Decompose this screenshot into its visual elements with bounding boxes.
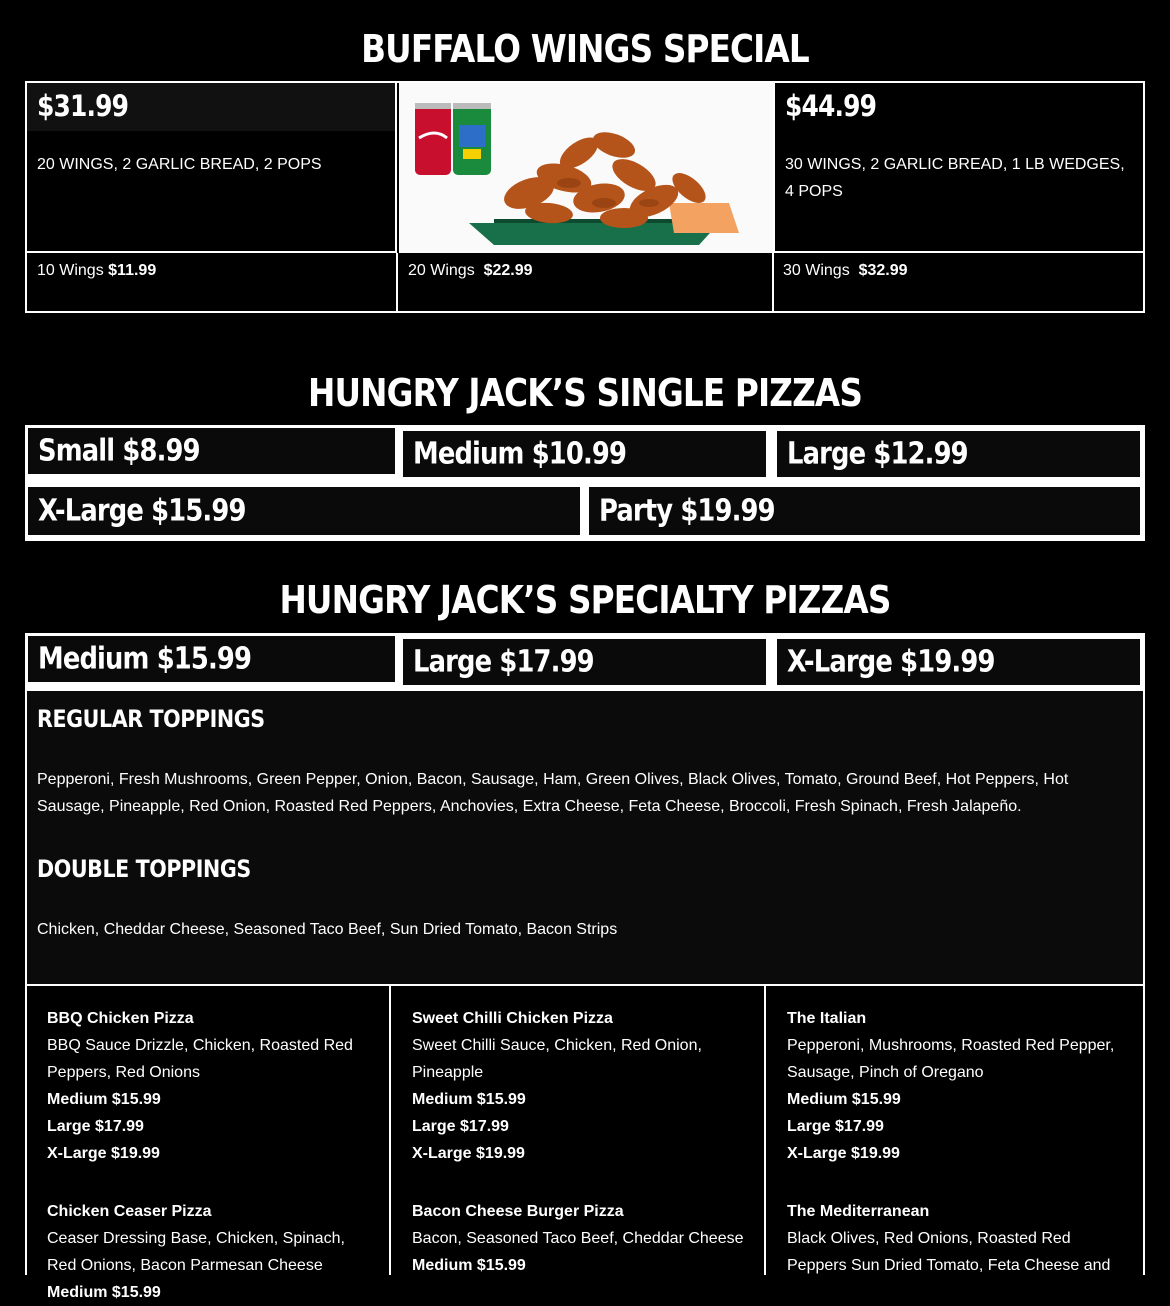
pizza-name: Bacon Cheese Burger Pizza bbox=[412, 1203, 624, 1220]
pizza-price: Medium $15.99 bbox=[412, 1091, 526, 1108]
column-divider bbox=[764, 985, 766, 1275]
wings-option-10 bbox=[37, 257, 156, 284]
specialty-sizes-grid bbox=[25, 633, 1145, 691]
pizza-price: Medium $15.99 bbox=[47, 1284, 161, 1301]
pizza-description: Ceaser Dressing Base, Chicken, Spinach, Red Onions, Bacon Parmesan Cheese bbox=[47, 1230, 345, 1274]
pizza-description: Bacon, Seasoned Taco Beef, Cheddar Cheese bbox=[412, 1230, 744, 1247]
toppings-panel bbox=[25, 691, 1145, 986]
pizza-name: Chicken Ceaser Pizza bbox=[47, 1203, 212, 1220]
specialty-pizzas-heading: HUNGRY JACK’S SPECIALTY PIZZAS bbox=[279, 578, 891, 622]
pizza-price: Large $17.99 bbox=[47, 1118, 144, 1135]
size-label: X-Large $19.99 bbox=[787, 644, 995, 680]
wings-option-20 bbox=[408, 257, 533, 284]
sprite-can-icon bbox=[453, 103, 491, 175]
coke-can-icon bbox=[415, 103, 451, 175]
menu-item bbox=[787, 1005, 1127, 1167]
single-pizzas-heading: HUNGRY JACK’S SINGLE PIZZAS bbox=[307, 371, 863, 415]
regular-toppings-title: REGULAR TOPPINGS bbox=[37, 705, 265, 733]
pizza-price: Medium $15.99 bbox=[412, 1257, 526, 1274]
size-label: Medium $15.99 bbox=[38, 641, 252, 677]
size-medium bbox=[400, 428, 769, 480]
size-large bbox=[400, 636, 769, 688]
pizza-name: Sweet Chilli Chicken Pizza bbox=[412, 1010, 613, 1027]
pizza-price: Large $17.99 bbox=[787, 1118, 884, 1135]
option-price: $11.99 bbox=[108, 262, 157, 279]
menu-item bbox=[47, 1005, 367, 1167]
deal-description: 20 WINGS, 2 GARLIC BREAD, 2 POPS bbox=[37, 156, 322, 173]
size-label: Medium $10.99 bbox=[413, 436, 627, 472]
pizza-price: Medium $15.99 bbox=[47, 1091, 161, 1108]
pizza-price: X-Large $19.99 bbox=[47, 1145, 160, 1162]
wings-option-30 bbox=[783, 257, 908, 284]
wings-heading: BUFFALO WINGS SPECIAL bbox=[361, 27, 809, 71]
regular-toppings-list: Pepperoni, Fresh Mushrooms, Green Pepper, Onion, Bacon, Sausage, Ham, Green Olives, Black Olives, Tomato, Ground Beef, Hot Peppers, Hot Sausage, Pineapple, Red Onion, Roasted Red Peppers, Anchovies, Extra Cheese, Feta Cheese, Broccoli, Fresh Spinach, Fresh Jalapeño. bbox=[37, 771, 1069, 815]
option-price: $22.99 bbox=[483, 262, 533, 279]
pizza-name: The Italian bbox=[787, 1010, 867, 1027]
option-price: $32.99 bbox=[858, 262, 908, 279]
divider bbox=[772, 253, 774, 311]
size-label: Party $19.99 bbox=[599, 493, 775, 529]
option-label: 20 Wings bbox=[408, 262, 475, 279]
specialty-menu-grid bbox=[25, 985, 1145, 1301]
double-toppings-list: Chicken, Cheddar Cheese, Seasoned Taco Beef, Sun Dried Tomato, Bacon Strips bbox=[37, 921, 618, 938]
pizza-description: Pepperoni, Mushrooms, Roasted Red Pepper, Sausage, Pinch of Oregano bbox=[787, 1037, 1115, 1081]
deal-price: $44.99 bbox=[785, 89, 877, 123]
menu-item bbox=[412, 1005, 747, 1167]
divider bbox=[396, 253, 398, 311]
column-divider bbox=[389, 985, 391, 1275]
size-label: X-Large $15.99 bbox=[38, 493, 246, 529]
size-x-large bbox=[25, 484, 583, 538]
single-sizes-grid bbox=[25, 425, 1145, 541]
size-large bbox=[774, 428, 1143, 480]
size-label: Large $17.99 bbox=[413, 644, 594, 680]
size-medium bbox=[25, 633, 398, 685]
deal-description: 30 WINGS, 2 GARLIC BREAD, 1 LB WEDGES, 4 POPS bbox=[785, 156, 1125, 200]
size-label: Small $8.99 bbox=[38, 433, 200, 469]
pizza-price: Medium $15.99 bbox=[787, 1091, 901, 1108]
size-small bbox=[25, 425, 398, 477]
pizza-price: X-Large $19.99 bbox=[787, 1145, 900, 1162]
option-label: 10 Wings bbox=[37, 262, 104, 279]
option-label: 30 Wings bbox=[783, 262, 850, 279]
size-label: Large $12.99 bbox=[787, 436, 968, 472]
size-party bbox=[586, 484, 1143, 538]
double-toppings-title: DOUBLE TOPPINGS bbox=[37, 855, 251, 883]
pizza-price: Large $17.99 bbox=[412, 1118, 509, 1135]
wings-table bbox=[25, 81, 1145, 313]
pizza-description: Black Olives, Red Onions, Roasted Red Peppers Sun Dried Tomato, Feta Cheese and bbox=[787, 1230, 1111, 1274]
wings-deal-1 bbox=[27, 83, 397, 253]
deal-price: $31.99 bbox=[37, 89, 129, 123]
pizza-description: BBQ Sauce Drizzle, Chicken, Roasted Red Peppers, Red Onions bbox=[47, 1037, 353, 1081]
pizza-description: Sweet Chilli Sauce, Chicken, Red Onion, Pineapple bbox=[412, 1037, 702, 1081]
pizza-name: BBQ Chicken Pizza bbox=[47, 1010, 194, 1027]
wings-photo bbox=[399, 83, 773, 253]
pizza-name: The Mediterranean bbox=[787, 1203, 930, 1220]
menu-item bbox=[47, 1198, 367, 1306]
wings-deal-2 bbox=[773, 83, 1143, 253]
pizza-price: X-Large $19.99 bbox=[412, 1145, 525, 1162]
size-x-large bbox=[774, 636, 1143, 688]
